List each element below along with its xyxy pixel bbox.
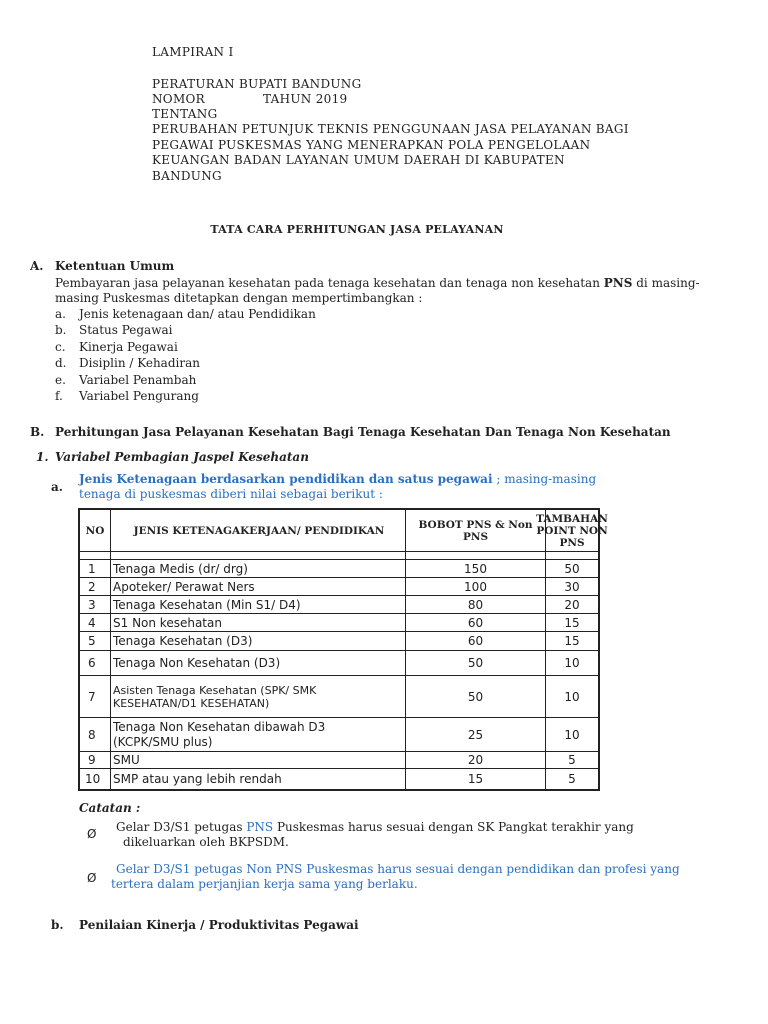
list-marker: c. bbox=[55, 340, 66, 354]
subject-line-3: KEUANGAN BADAN LAYANAN UMUM DAERAH DI KABUPATEN bbox=[152, 153, 565, 167]
tahun-label: TAHUN 2019 bbox=[263, 92, 348, 106]
table-row: 2 Apoteker/ Perawat Ners 100 30 bbox=[80, 578, 598, 596]
subject-line-4: BANDUNG bbox=[152, 169, 222, 183]
table-row: 5 Tenaga Kesehatan (D3) 60 15 bbox=[80, 632, 598, 651]
list-marker: d. bbox=[55, 356, 67, 370]
peraturan-label: PERATURAN BUPATI BANDUNG bbox=[152, 77, 362, 91]
list-item: Jenis ketenagaan dan/ atau Pendidikan bbox=[79, 307, 316, 321]
list-item: Kinerja Pegawai bbox=[79, 340, 178, 354]
page-title: TATA CARA PERHITUNGAN JASA PELAYANAN bbox=[210, 223, 504, 236]
header-tambahan: TAMBAHAN POINT NON PNS bbox=[536, 512, 608, 549]
sub-a-line2: tenaga di puskesmas diberi nilai sebagai berikut : bbox=[79, 487, 383, 501]
sub1-number: 1. bbox=[36, 450, 49, 464]
tentang-label: TENTANG bbox=[152, 107, 218, 121]
sub-a-marker: a. bbox=[51, 480, 63, 494]
sub-b-heading: Penilaian Kinerja / Produktivitas Pegawai bbox=[79, 918, 359, 932]
list-item: Variabel Pengurang bbox=[79, 389, 199, 403]
list-marker: b. bbox=[55, 323, 67, 337]
lampiran-label: LAMPIRAN I bbox=[152, 45, 234, 59]
table-row: 7 Asisten Tenaga Kesehatan (SPK/ SMK KESEHATAN/D1 KESEHATAN) 50 10 bbox=[80, 676, 598, 718]
table-row: 8 Tenaga Non Kesehatan dibawah D3 (KCPK/SMU plus) 25 10 bbox=[80, 718, 598, 752]
table-row: 9 SMU 20 5 bbox=[80, 752, 598, 769]
sub1-heading: Variabel Pembagian Jaspel Kesehatan bbox=[55, 450, 309, 464]
bullet-icon: Ø bbox=[87, 827, 97, 841]
note-2-line1: Gelar D3/S1 petugas Non PNS Puskesmas harus sesuai dengan pendidikan dan profesi yang bbox=[116, 862, 680, 876]
note-2-line2: tertera dalam perjanjian kerja sama yang berlaku. bbox=[111, 877, 418, 891]
table-row: 3 Tenaga Kesehatan (Min S1/ D4) 80 20 bbox=[80, 596, 598, 614]
header-no: NO bbox=[80, 510, 111, 551]
table-header-row bbox=[80, 510, 608, 552]
list-item: Variabel Penambah bbox=[79, 373, 197, 387]
table-row: 4 S1 Non kesehatan 60 15 bbox=[80, 614, 598, 632]
table-spacer-row bbox=[80, 552, 598, 560]
section-b-heading: Perhitungan Jasa Pelayanan Kesehatan Bagi Tenaga Kesehatan Dan Tenaga Non Kesehatan bbox=[55, 425, 671, 439]
sub-a-line1: Jenis Ketenagaan berdasarkan pendidikan dan satus pegawai ; masing-masing bbox=[79, 472, 597, 486]
list-item: Status Pegawai bbox=[79, 323, 173, 337]
list-marker: e. bbox=[55, 373, 66, 387]
table-row: 10 SMP atau yang lebih rendah 15 5 bbox=[80, 769, 598, 789]
subject-line-1: PERUBAHAN PETUNJUK TEKNIS PENGGUNAAN JASA PELAYANAN BAGI bbox=[152, 122, 629, 136]
table-row: 1 Tenaga Medis (dr/ drg) 150 50 bbox=[80, 560, 598, 578]
table-row: 6 Tenaga Non Kesehatan (D3) 50 10 bbox=[80, 651, 598, 676]
ketenagaan-table bbox=[78, 508, 608, 791]
section-a-paragraph-line2: masing Puskesmas ditetapkan dengan mempertimbangkan : bbox=[55, 291, 423, 305]
section-b-letter: B. bbox=[30, 425, 45, 439]
list-item: Disiplin / Kehadiran bbox=[79, 356, 200, 370]
note-1-line2: dikeluarkan oleh BKPSDM. bbox=[123, 835, 289, 849]
header-bobot: BOBOT PNS & Non PNS bbox=[406, 510, 546, 551]
note-1-line1: Gelar D3/S1 petugas PNS Puskesmas harus sesuai dengan SK Pangkat terakhir yang bbox=[116, 820, 634, 834]
section-a-heading: Ketentuan Umum bbox=[55, 259, 175, 273]
section-a-paragraph-line1: Pembayaran jasa pelayanan kesehatan pada tenaga kesehatan dan tenaga non kesehatan PNS di masing- bbox=[55, 276, 700, 290]
subject-line-2: PEGAWAI PUSKESMAS YANG MENERAPKAN POLA PENGELOLAAN bbox=[152, 138, 591, 152]
catatan-label: Catatan : bbox=[79, 801, 141, 815]
header-jenis: JENIS KETENAGAKERJAAN/ PENDIDIKAN bbox=[111, 510, 406, 551]
nomor-label: NOMOR bbox=[152, 92, 205, 106]
list-marker: a. bbox=[55, 307, 66, 321]
bullet-icon: Ø bbox=[87, 871, 97, 885]
section-a-letter: A. bbox=[30, 259, 44, 273]
list-marker: f. bbox=[55, 389, 63, 403]
sub-b-marker: b. bbox=[51, 918, 64, 932]
